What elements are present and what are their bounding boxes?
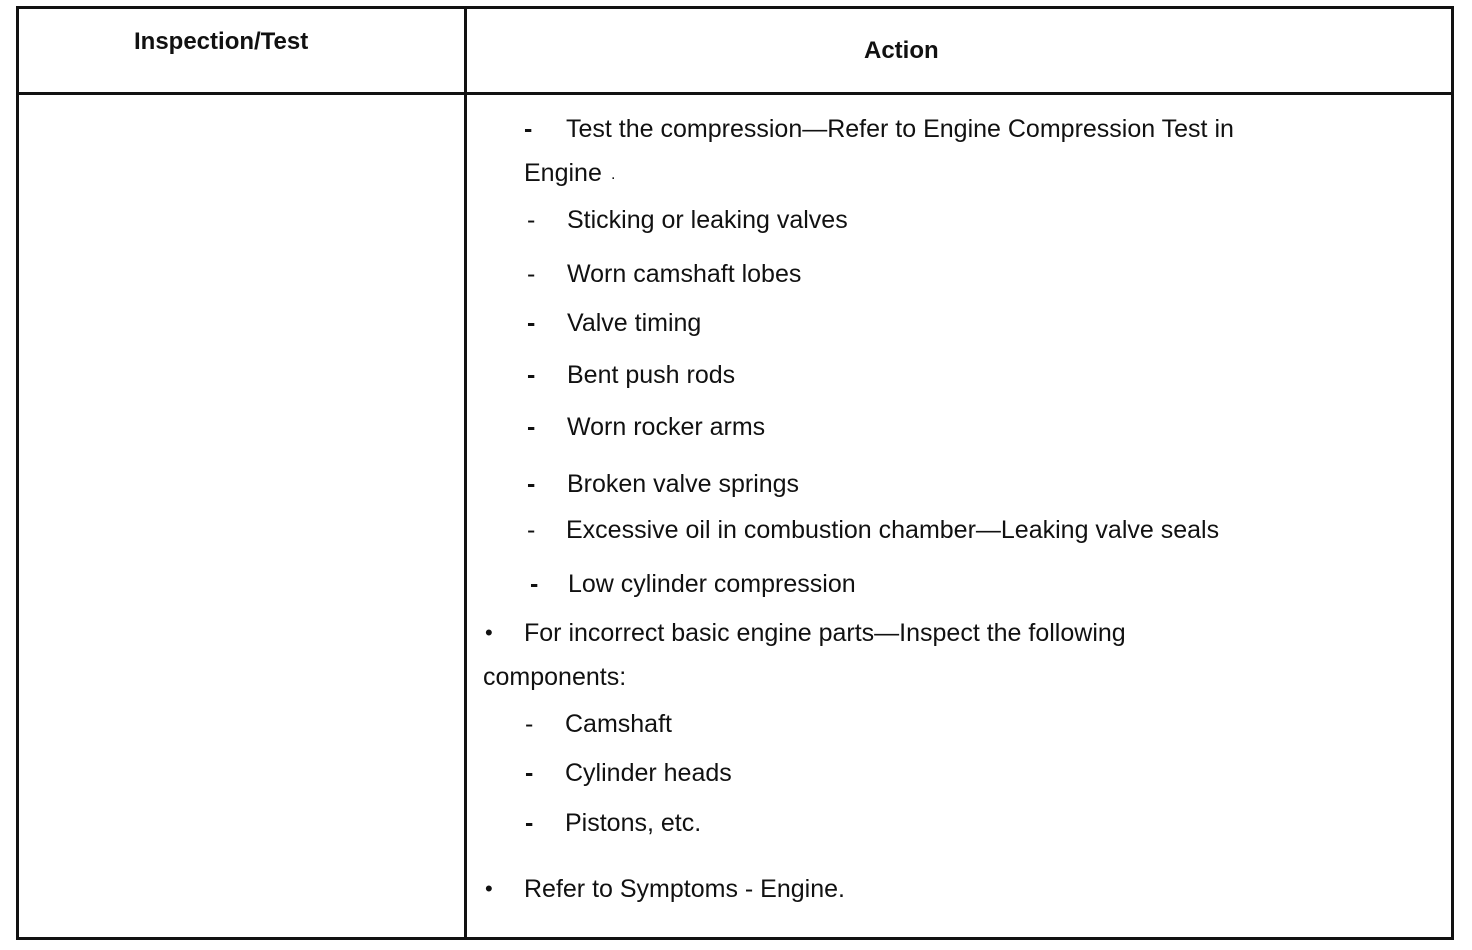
action-line-valve-springs: Broken valve springs	[567, 470, 800, 498]
action-line-pistons: Pistons, etc.	[565, 809, 702, 837]
dash-marker: -	[527, 516, 536, 544]
dash-marker: -	[527, 309, 536, 337]
dash-marker: -	[525, 809, 534, 837]
action-line-sticking-valves: Sticking or leaking valves	[567, 206, 848, 234]
action-line-push-rods: Bent push rods	[567, 361, 736, 389]
dash-marker: -	[524, 115, 533, 143]
column-divider	[464, 6, 467, 940]
action-line-rocker-arms: Worn rocker arms	[567, 413, 766, 441]
action-line-compression: Test the compression—Refer to Engine Compression Test in	[566, 115, 1234, 143]
trailing-dot: .	[611, 166, 616, 183]
action-line-incorrect-parts-continued: components:	[483, 663, 627, 691]
dash-marker: -	[527, 470, 536, 498]
action-line-valve-timing: Valve timing	[567, 309, 702, 337]
action-line-excessive-oil: Excessive oil in combustion chamber—Leaking valve seals	[566, 516, 1220, 544]
header-divider	[16, 92, 1451, 95]
header-action: Action	[864, 37, 939, 64]
action-line-camshaft: Camshaft	[565, 710, 672, 738]
dash-marker: -	[525, 759, 534, 787]
inspection-cell	[30, 110, 450, 130]
dash-marker: -	[525, 710, 534, 738]
bullet-marker: •	[485, 876, 493, 901]
action-line-low-compression: Low cylinder compression	[568, 570, 856, 598]
dash-marker: -	[530, 570, 539, 598]
action-line-symptoms: Refer to Symptoms - Engine.	[524, 875, 845, 903]
action-line-camshaft-lobes: Worn camshaft lobes	[567, 260, 802, 288]
dash-marker: -	[527, 206, 536, 234]
action-line-cylinder-heads: Cylinder heads	[565, 759, 732, 787]
action-line-incorrect-parts: For incorrect basic engine parts—Inspect the following	[524, 619, 1126, 647]
header-inspection-test: Inspection/Test	[134, 28, 309, 55]
dash-marker: -	[527, 260, 536, 288]
dash-marker: -	[527, 413, 536, 441]
bullet-marker: •	[485, 620, 493, 645]
dash-marker: -	[527, 361, 536, 389]
action-line-compression-continued: Engine	[524, 159, 602, 187]
